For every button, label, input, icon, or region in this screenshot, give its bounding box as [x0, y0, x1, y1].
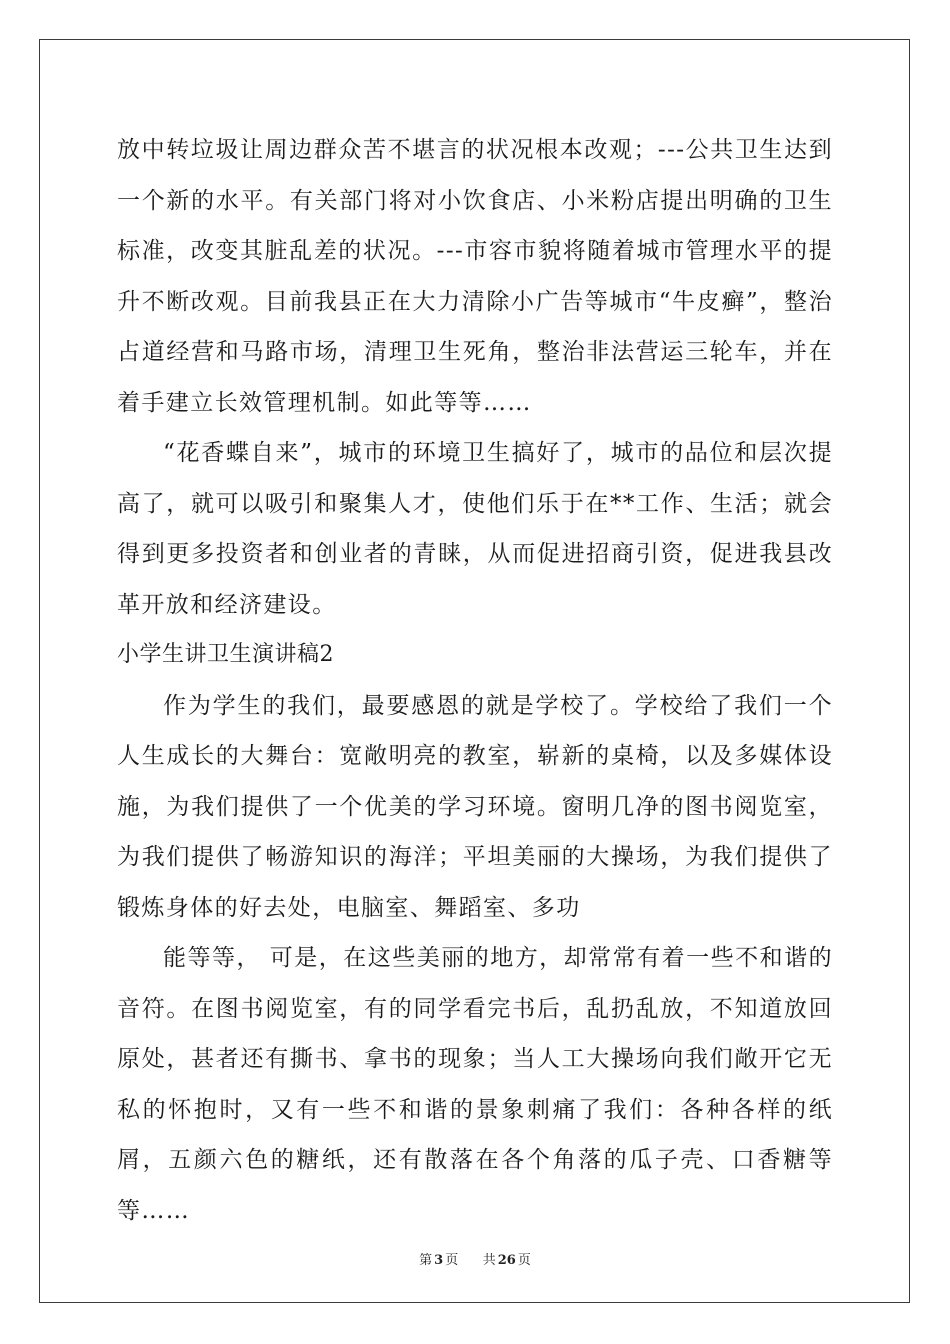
total-page-number: 26: [497, 1253, 516, 1268]
total-prefix: 共: [482, 1253, 496, 1268]
document-body: [117, 125, 833, 1236]
page-prefix: 第: [419, 1253, 433, 1268]
page-number: 3: [434, 1253, 444, 1268]
total-pages-indicator: [481, 1253, 533, 1268]
section-heading: 小学生讲卫生演讲稿2: [117, 642, 334, 667]
total-suffix: 页: [517, 1253, 531, 1268]
paragraph-4: 能等等， 可是，在这些美丽的地方，却常常有着一些不和谐的音符。在图书阅览室，有的同学看完书后，乱扔乱放，不知道放回原处，甚者还有撕书、拿书的现象；当人工大操场向我们敞开它无私的怀抱时，又有一些不和谐的景象刺痛了我们：各种各样的纸屑，五颜六色的糖纸，还有散落在各个角落的瓜子壳、口香糖等等……: [117, 945, 833, 1224]
page-footer: [0, 1249, 950, 1268]
page-suffix: 页: [445, 1253, 459, 1268]
page-indicator: [417, 1253, 460, 1268]
paragraph-3: 作为学生的我们，最要感恩的就是学校了。学校给了我们一个人生成长的大舞台：宽敞明亮的教室，崭新的桌椅，以及多媒体设施，为我们提供了一个优美的学习环境。窗明几净的图书阅览室，为我们提供了畅游知识的海洋；平坦美丽的大操场，为我们提供了锻炼身体的好去处，电脑室、舞蹈室、多功: [117, 692, 833, 921]
paragraph-1: 放中转垃圾让周边群众苦不堪言的状况根本改观；---公共卫生达到一个新的水平。有关部门将对小饮食店、小米粉店提出明确的卫生标准，改变其脏乱差的状况。---市容市貌将随着城市管理水平的提升不断改观。目前我县正在大力清除小广告等城市“牛皮癣”，整治占道经营和马路市场，清理卫生死角，整治非法营运三轮车，并在着手建立长效管理机制。如此等等……: [117, 137, 833, 416]
paragraph-2: “花香蝶自来”，城市的环境卫生搞好了，城市的品位和层次提高了，就可以吸引和聚集人才，使他们乐于在**工作、生活；就会得到更多投资者和创业者的青睐，从而促进招商引资，促进我县改革开放和经济建设。: [117, 440, 833, 618]
